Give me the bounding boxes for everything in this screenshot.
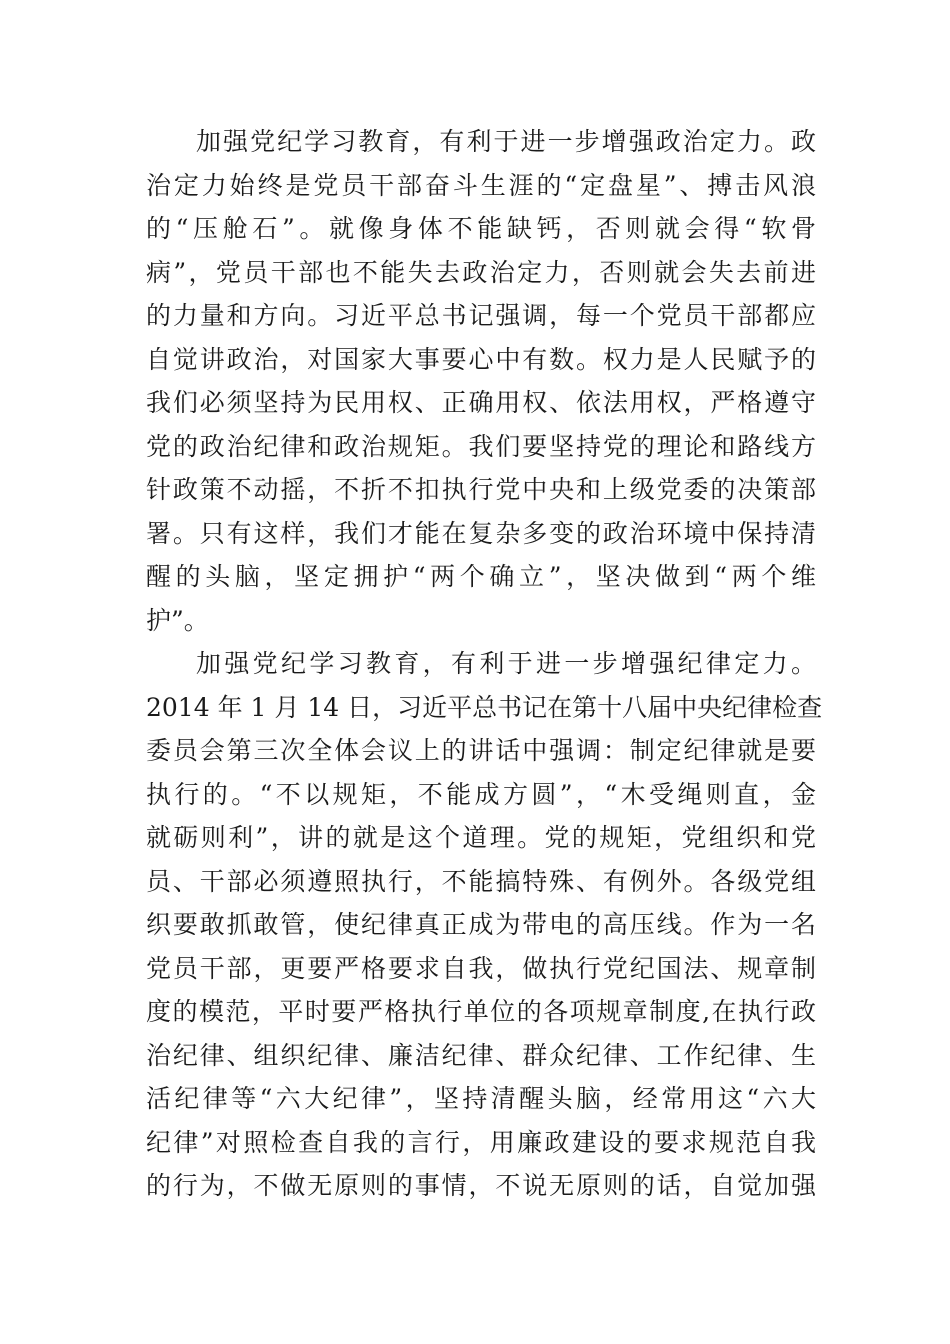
text-line: 活纪律等“六大纪律”，坚持清醒头脑，经常用这“六大 (146, 1084, 816, 1113)
text-line: 的行为，不做无原则的事情，不说无原则的话，自觉加强 (146, 1171, 816, 1200)
text-line: 加强党纪学习教育，有利于进一步增强纪律定力。 (196, 649, 816, 678)
text-line: 护”。 (146, 605, 209, 635)
text-line: 病”，党员干部也不能失去政治定力，否则就会失去前进 (146, 257, 816, 287)
text-line: 治定力始终是党员干部奋斗生涯的“定盘星”、搏击风浪 (146, 170, 816, 200)
text-line: 治纪律、组织纪律、廉洁纪律、群众纪律、工作纪律、生 (146, 1040, 816, 1070)
text-line: 织要敢抓敢管，使纪律真正成为带电的高压线。作为一名 (146, 910, 816, 939)
text-line: 纪律”对照检查自我的言行，用廉政建设的要求规范自我 (146, 1127, 816, 1157)
text-line: 委员会第三次全体会议上的讲话中强调：制定纪律就是要 (146, 736, 816, 765)
text-line: 的力量和方向。习近平总书记强调，每一个党员干部都应 (146, 301, 816, 330)
text-line: 度的模范，平时要严格执行单位的各项规章制度,在执行政 (146, 997, 816, 1026)
text-line: 针政策不动摇，不折不扣执行党中央和上级党委的决策部 (146, 475, 816, 504)
text-line: 党员干部，更要严格要求自我，做执行党纪国法、规章制 (146, 953, 816, 983)
text-line: 署。只有这样，我们才能在复杂多变的政治环境中保持清 (146, 518, 816, 548)
text-line: 党的政治纪律和政治规矩。我们要坚持党的理论和路线方 (146, 431, 816, 461)
text-line: 的“压舱石”。就像身体不能缺钙，否则就会得“软骨 (146, 214, 816, 243)
body-text (146, 120, 823, 1208)
text-line: 员、干部必须遵照执行，不能搞特殊、有例外。各级党组 (146, 866, 816, 896)
paragraph-discipline-stability (146, 642, 823, 1208)
text-line: 我们必须坚持为民用权、正确用权、依法用权，严格遵守 (146, 388, 816, 417)
paragraph-political-stability (146, 120, 816, 642)
text-line: 就砺则利”，讲的就是这个道理。党的规矩，党组织和党 (146, 823, 816, 852)
text-line: 醒的头脑，坚定拥护“两个确立”，坚决做到“两个维 (146, 562, 816, 591)
text-line: 加强党纪学习教育，有利于进一步增强政治定力。政 (196, 127, 816, 156)
text-line: 自觉讲政治，对国家大事要心中有数。权力是人民赋予的 (146, 344, 816, 374)
text-line: 2014 年 1 月 14 日，习近平总书记在第十八届中央纪律检查 (146, 692, 823, 722)
text-line: 执行的。“不以规矩，不能成方圆”，“木受绳则直，金 (146, 779, 816, 809)
